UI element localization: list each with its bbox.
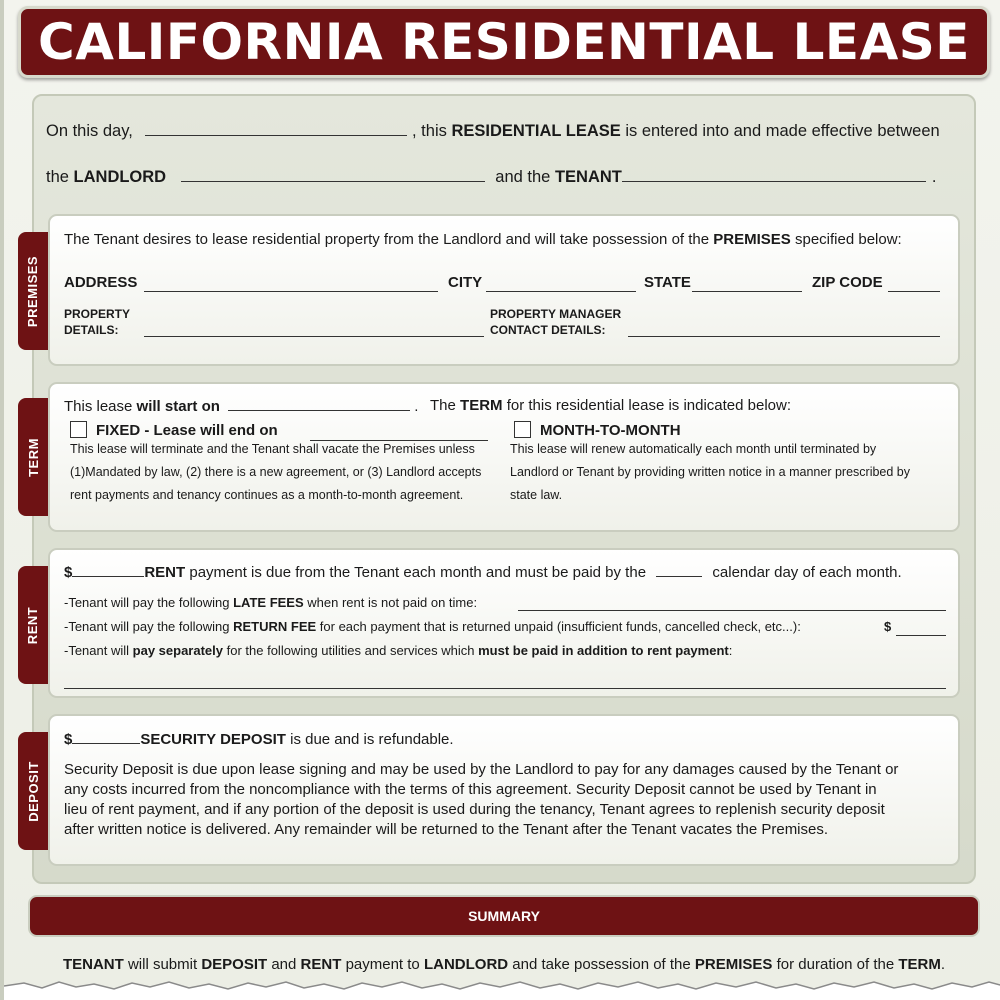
term-tab-label: TERM: [25, 437, 41, 477]
fixed-description: This lease will terminate and the Tenant shall vacate the Premises unless: [70, 442, 475, 456]
text-bold: TERM: [898, 956, 941, 973]
rent-tab-label: RENT: [25, 606, 41, 644]
return-fee-dollar: $: [884, 619, 892, 634]
intro-text: the: [46, 168, 69, 186]
return-fee-line: [64, 619, 801, 634]
manager-field[interactable]: [628, 336, 940, 337]
text: The: [430, 397, 456, 414]
text-bold: DEPOSIT: [201, 956, 268, 973]
text: is due and is refundable.: [290, 731, 454, 748]
property-details-label: [64, 306, 130, 338]
text: any costs incurred from the noncompliance with the terms of this agreement. Security Deposit cannot be used by Tenant in: [64, 781, 877, 798]
rent-tab: [18, 566, 48, 684]
text: :: [728, 643, 733, 658]
document-title: CALIFORNIA RESIDENTIAL LEASE: [38, 13, 970, 71]
fixed-description: rent payments and tenancy continues as a month-to-month agreement.: [70, 488, 464, 502]
fixed-description: (1)Mandated by law, (2) there is a new agreement, or (3) Landlord accepts: [70, 465, 482, 479]
zip-field[interactable]: [888, 291, 940, 292]
address-field[interactable]: [144, 291, 438, 292]
text-bold: will start on: [136, 398, 220, 415]
rent-amount-field[interactable]: [72, 563, 144, 577]
intro-line-1: [46, 122, 940, 141]
deposit-tab-label: DEPOSIT: [25, 760, 41, 822]
intro-text: On this day,: [46, 122, 133, 140]
fixed-checkbox[interactable]: [70, 421, 87, 438]
text: -Tenant will pay the following: [64, 595, 230, 610]
text-bold: pay separately: [132, 643, 223, 658]
text-bold: PREMISES: [694, 956, 773, 973]
text: -Tenant will pay the following: [64, 619, 230, 634]
text: .: [414, 398, 419, 415]
rent-section: [48, 548, 960, 698]
security-deposit-line: [64, 730, 454, 748]
text-bold: LANDLORD: [423, 956, 509, 973]
summary-text: [4, 956, 1000, 973]
summary-banner: [28, 895, 980, 937]
text: and: [271, 956, 297, 973]
intro-text: and the: [495, 168, 551, 186]
term-start-line: [64, 397, 418, 415]
mtm-description: This lease will renew automatically each month until terminated by: [510, 442, 877, 456]
text: -Tenant will: [64, 643, 130, 658]
text: .: [940, 956, 946, 973]
due-day-field[interactable]: [656, 563, 702, 577]
deposit-amount-field[interactable]: [72, 730, 140, 744]
deposit-section: [48, 714, 960, 866]
text-bold: SECURITY DEPOSIT: [140, 731, 286, 748]
text-bold: RETURN FEE: [233, 619, 317, 634]
date-field[interactable]: [145, 122, 407, 136]
term-section: [48, 382, 960, 532]
text: lieu of rent payment, and if any portion of the deposit is used during the tenancy, Tenant agrees to replenish security deposit: [64, 801, 885, 818]
premises-tab-label: PREMISES: [25, 255, 41, 327]
text: CONTACT DETAILS:: [490, 323, 606, 337]
late-fees-field[interactable]: [518, 610, 946, 611]
text: after written notice is delivered. Any remainder will be returned to the Tenant after the Tenant vacates the Premises.: [64, 821, 829, 838]
text: and take possession of the: [512, 956, 691, 973]
text: PROPERTY: [64, 307, 131, 321]
text: for the following utilities and services which: [226, 643, 475, 658]
text: The Tenant desires to lease residential property from the Landlord and will take possession of the: [64, 231, 710, 248]
text: calendar day of each month.: [712, 564, 902, 581]
late-fees-line: [64, 595, 477, 610]
title-banner: [18, 6, 990, 78]
text-bold: $: [64, 564, 73, 581]
premises-tab: [18, 232, 48, 350]
text-bold: TERM: [460, 397, 503, 414]
text-bold: must be paid in addition to rent payment: [478, 643, 729, 658]
text: will submit: [127, 956, 198, 973]
premises-section: [48, 214, 960, 366]
zip-label: ZIP CODE: [812, 274, 883, 291]
text: when rent is not paid on time:: [307, 595, 478, 610]
text: DETAILS:: [64, 323, 119, 337]
intro-text: , this: [412, 122, 447, 140]
text-bold: RENT: [144, 564, 186, 581]
intro-bold: LANDLORD: [73, 168, 167, 186]
text-bold: PREMISES: [713, 231, 791, 248]
term-description: [430, 397, 791, 414]
premises-description: [64, 231, 902, 248]
intro-text: is entered into and made effective between: [625, 122, 940, 140]
rent-due-line: [64, 563, 902, 581]
intro-text: .: [931, 168, 937, 186]
term-tab: [18, 398, 48, 516]
text: This lease: [64, 398, 133, 415]
manager-label: [490, 306, 621, 338]
text-bold: TENANT: [62, 956, 124, 973]
text: for duration of the: [776, 956, 895, 973]
landlord-field[interactable]: [181, 168, 485, 182]
utilities-line: [64, 643, 732, 658]
month-to-month-label: MONTH-TO-MONTH: [540, 422, 681, 439]
intro-line-2: [46, 168, 936, 187]
deposit-tab: [18, 732, 48, 850]
text: payment is due from the Tenant each month and must be paid by the: [189, 564, 647, 581]
fixed-label: FIXED - Lease will end on: [96, 422, 278, 439]
text: for each payment that is returned unpaid (insufficient funds, cancelled check, etc...):: [319, 619, 801, 634]
address-label: ADDRESS: [64, 274, 138, 291]
torn-edge: [4, 978, 1000, 1000]
city-label: CITY: [448, 274, 483, 291]
intro-bold: TENANT: [554, 168, 622, 186]
text: for this residential lease is indicated below:: [506, 397, 792, 414]
state-field[interactable]: [692, 291, 802, 292]
deposit-paragraph: [64, 760, 898, 840]
end-date-field[interactable]: [310, 440, 488, 441]
intro-bold: RESIDENTIAL LEASE: [451, 122, 621, 140]
tenant-field[interactable]: [622, 168, 926, 182]
text: Security Deposit is due upon lease signing and may be used by the Landlord to pay for any damages caused by the Tenant or: [64, 761, 899, 778]
utilities-field[interactable]: [64, 688, 946, 689]
text-bold: RENT: [300, 956, 342, 973]
text: payment to: [345, 956, 420, 973]
text: PROPERTY MANAGER: [490, 307, 622, 321]
text-bold: LATE FEES: [233, 595, 304, 610]
property-details-field[interactable]: [144, 336, 484, 337]
month-to-month-checkbox[interactable]: [514, 421, 531, 438]
mtm-description: state law.: [510, 488, 563, 502]
mtm-description: Landlord or Tenant by providing written notice in a manner prescribed by: [510, 465, 910, 479]
state-label: STATE: [644, 274, 691, 291]
start-date-field[interactable]: [228, 397, 410, 411]
city-field[interactable]: [486, 291, 636, 292]
summary-label: SUMMARY: [468, 908, 540, 924]
return-fee-field[interactable]: [896, 635, 946, 636]
text: specified below:: [794, 231, 902, 248]
text-bold: $: [64, 731, 73, 748]
